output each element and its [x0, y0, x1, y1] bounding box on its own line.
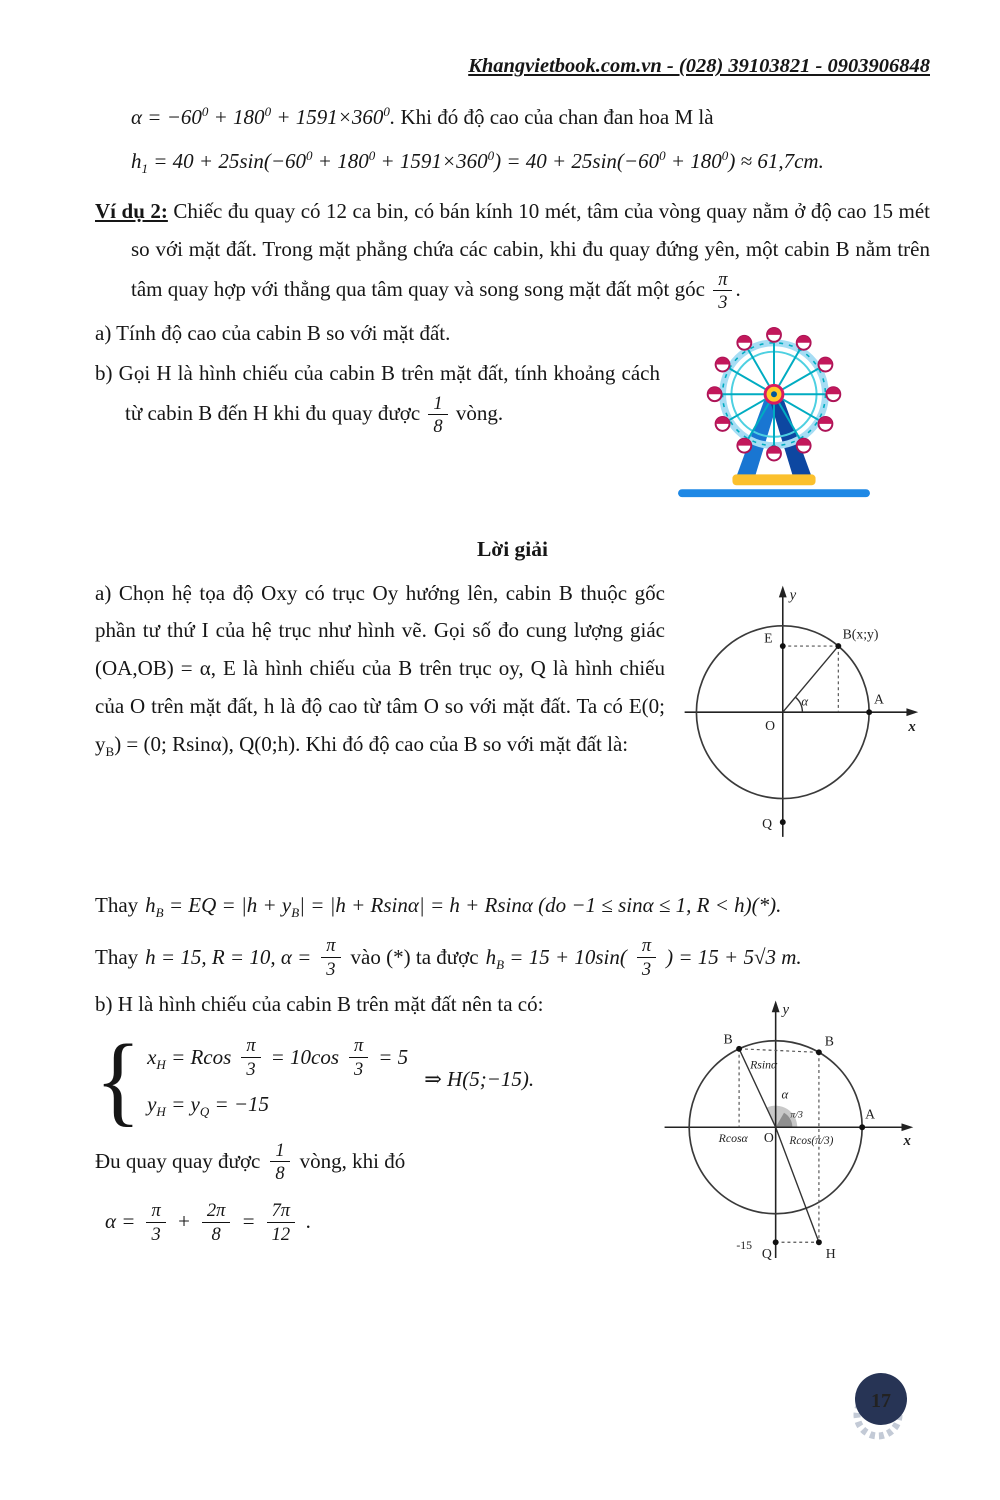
point-A [866, 709, 872, 715]
hb-equation-line [95, 887, 930, 925]
label-H: H [825, 1245, 836, 1261]
example-2-paragraph [95, 193, 930, 313]
cabin [819, 358, 833, 372]
label-pi3: π/3 [790, 1109, 803, 1121]
cabin [819, 417, 833, 431]
cabin [708, 387, 722, 401]
y-axis-label: y [782, 1001, 790, 1018]
sys-x-part3: = 5 [378, 1044, 409, 1069]
label-O: O [763, 1129, 774, 1145]
y-axis-label: y [789, 586, 797, 603]
label-B-left: B [723, 1031, 733, 1047]
point-A [859, 1124, 865, 1130]
x-axis-label: x [903, 1132, 911, 1149]
system-x-equation [147, 1035, 408, 1079]
x-axis-arrow [901, 1123, 913, 1131]
circle-diagram-a-svg [665, 579, 930, 865]
part-b-intro: b) H là hình chiếu của cabin B trên mặt đất nên ta có: [95, 991, 544, 1016]
label-Rcosa: Rcosα [718, 1130, 748, 1145]
sys-x-frac1: $\frac{\pi}{3}$ [241, 1035, 260, 1079]
point-B-left [736, 1045, 742, 1051]
cabin [797, 439, 811, 453]
subst-post-math: ) = 15 + 5√3 m. [666, 944, 802, 969]
point-Q [780, 819, 786, 825]
ferris-wheel-icon [660, 323, 888, 507]
subst-pre-math: h = 15, R = 10, α = [145, 944, 312, 969]
system-y-equation [147, 1086, 408, 1124]
label-B: B(x;y) [842, 626, 879, 642]
alpha-frac2: $\frac{2\pi}{8}$ [202, 1200, 231, 1244]
label-O: O [765, 717, 776, 733]
intro-math-block [131, 99, 930, 182]
coordinate-system-equations [95, 1022, 640, 1136]
alpha-frac3: $\frac{7\pi}{12}$ [267, 1200, 296, 1244]
x-axis-arrow [906, 708, 918, 716]
point-Q [773, 1239, 779, 1245]
sys-x-part1: $x_H = Rcos$ [147, 1044, 232, 1072]
example-2-label: Ví dụ 2: [95, 199, 168, 224]
label-A: A [874, 690, 884, 706]
label-Rsina: Rsinα [750, 1056, 778, 1071]
example-2-period: . [735, 276, 741, 301]
example-2-body: Chiếc đu quay có 12 ca bin, có bán kính 10 mét, tâm của vòng quay nằm ở độ cao 15 mét so với mặt đất. Trong mặt phẳng chứa các cabin, khi đu quay đứng yên, một cabin B nằm trên tâm quay hợp với thẳng qua tâm quay và song song mặt đất một góc [131, 199, 930, 301]
alpha-lhs: α = [105, 1209, 136, 1234]
question-item-b [95, 355, 660, 437]
ferris-wheel-illustration [660, 323, 888, 520]
solution-part-a-text: a) Chọn hệ tọa độ Oxy có trục Oy hướng lên, cabin B thuộc gốc phần tư thứ I của hệ trục như hình vẽ. Gọi số đo cung lượng giác (OA,OB) = α, E là hình chiếu của B trên trục oy, Q là hình chiếu của O trên mặt đất, h là độ cao từ tâm O so với mặt đất. Ta có E(0; $y_B) = (0$; Rsinα), Q(0;h). Khi đó độ cao của B so với mặt đất là: [95, 580, 665, 760]
question-item-b-text: b) Gọi H là hình chiếu của cabin B trên mặt đất, tính khoảng cách từ cabin B đến H khi đu quay được [95, 360, 660, 425]
sys-x-part2: = 10cos [270, 1044, 339, 1069]
subst-mid-word: vào (*) ta được [350, 944, 479, 969]
page-badge-svg [846, 1369, 916, 1441]
label-minus15: -15 [736, 1237, 753, 1252]
label-A: A [865, 1106, 876, 1122]
solution-title: Lời giải [476, 536, 549, 561]
intro-line-2-math: $h_1 = 40 + 25\sin(-60^0 + 180^0 + 1591\times 360^0) = 40 + 25\sin(-60^0 + 180^0) \approx 61,7cm$. [131, 148, 824, 177]
thay-word: Thay [95, 893, 139, 918]
point-H [816, 1239, 822, 1245]
cabin [737, 439, 751, 453]
subst-frac-pi-3: $\frac{\pi}{3}$ [321, 935, 340, 979]
cabin [767, 328, 781, 342]
label-Q: Q [762, 815, 773, 831]
alpha-eq: = [241, 1209, 256, 1234]
cabin [737, 336, 751, 350]
y-axis-arrow [772, 1000, 780, 1012]
solution-part-b-column [95, 986, 640, 1303]
rounds-fraction-1-8: $\frac{1}{8}$ [428, 393, 447, 437]
dotted-B-to-B [739, 1048, 819, 1052]
unit-circle-diagram-b [640, 994, 930, 1303]
question-item-b-end: vòng. [455, 400, 504, 425]
hb-equation-math: $h_B$ = EQ = $|h + y_B| = |h + Rsin\alpha| = h + Rsin\alpha$ (do −1 ≤ sinα ≤ 1, R < h)(*). [145, 893, 782, 921]
cabin [716, 358, 730, 372]
rotation-pre: Đu quay quay được [95, 1148, 261, 1173]
cabin [767, 447, 781, 461]
cabin [826, 387, 840, 401]
sys-y-eq: $y_H = y_Q = -15$ [147, 1091, 270, 1119]
rotation-line [95, 1140, 640, 1184]
subst-frac2-pi-3: $\frac{\pi}{3}$ [637, 935, 656, 979]
question-items-row [95, 313, 930, 520]
x-axis-label: x [908, 718, 916, 735]
solution-part-a-section [95, 575, 930, 878]
subst-thay-word: Thay [95, 944, 139, 969]
page-number-badge [846, 1369, 916, 1454]
system-brace: { [95, 1022, 142, 1136]
sys-x-frac2: $\frac{\pi}{3}$ [349, 1035, 368, 1079]
cabin [797, 336, 811, 350]
alpha-equation [105, 1200, 640, 1244]
circle-diagram-b-svg [640, 994, 930, 1290]
implies-H-coordinates: ⇒ H(5;−15). [424, 1066, 535, 1091]
alpha-end: . [306, 1209, 312, 1234]
question-item-a: a) Tính độ cao của cabin B so với mặt đất. [95, 321, 451, 346]
intro-line-1-math: $\alpha = -60^0 + 180^0 + 1591\times 360^0$. [131, 103, 396, 129]
label-alpha: α [781, 1087, 789, 1102]
substitution-line [95, 935, 930, 979]
system-lines [147, 1035, 408, 1123]
alpha-plus: + [176, 1209, 191, 1234]
unit-circle-diagram-a [665, 579, 930, 878]
subst-mid-math: $h_B = 15 + 10\sin$( [485, 944, 627, 972]
page-header [95, 54, 930, 79]
alpha-frac1: $\frac{\pi}{3}$ [146, 1200, 165, 1244]
label-alpha: α [801, 693, 809, 708]
cabin [716, 417, 730, 431]
intro-line-1 [131, 99, 930, 137]
solution-part-b-section [95, 986, 930, 1303]
rotation-frac-1-8: $\frac{1}{8}$ [270, 1140, 289, 1184]
point-E [780, 643, 786, 649]
intro-line-1-text: Khi đó độ cao của chan đan hoa M là [400, 104, 714, 129]
radius-OB [783, 646, 839, 712]
header-website-phone: Khangvietbook.com.vn - (028) 39103821 - 0903906848 [468, 55, 930, 77]
angle-fraction-pi-3: $\frac{\pi}{3}$ [713, 269, 732, 313]
point-B [835, 643, 841, 649]
ferris-hub-center [771, 391, 777, 397]
y-axis-arrow [779, 585, 787, 597]
ferris-base [732, 475, 815, 486]
label-E: E [764, 630, 773, 646]
ferris-ground [678, 489, 870, 497]
label-B-right: B [824, 1033, 834, 1049]
page-number: 17 [871, 1390, 891, 1413]
label-Q: Q [761, 1245, 772, 1261]
question-items-column [95, 313, 660, 520]
intro-line-2 [131, 143, 930, 181]
label-Rcospi3: Rcos(π/3) [789, 1134, 834, 1147]
point-B-right [816, 1049, 822, 1055]
rotation-post: vòng, khi đó [299, 1148, 406, 1173]
